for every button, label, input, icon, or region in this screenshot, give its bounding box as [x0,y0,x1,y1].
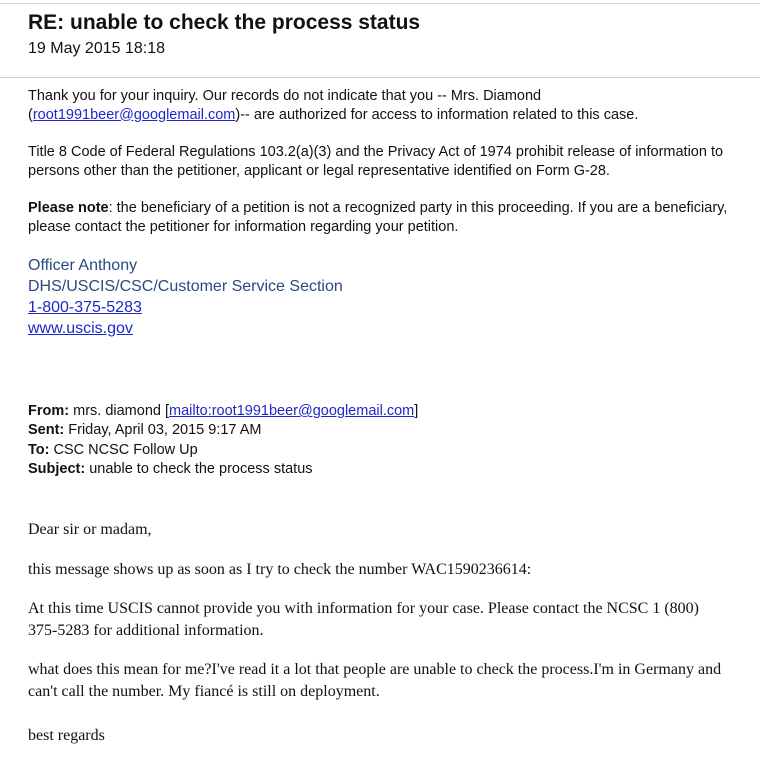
from-close: ] [414,403,419,419]
from-label: From: [28,403,70,419]
email-date: 19 May 2015 18:18 [28,40,165,57]
reply-p3-rest: : the beneficiary of a petition is not a recognized party in this proceeding. If you are a beneficiary, please contact the petitioner for information regarding your petition. [28,200,728,235]
original-line-2: At this time USCIS cannot provide you with information for your case. Please contact the NCSC 1 (800) 375-5283 for additional information. [28,600,699,639]
signature-name: Officer Anthony [28,257,138,274]
reply-paragraph-3 [28,199,748,236]
reply-paragraph-1 [28,87,748,124]
reply-p1-text-b: )-- are authorized for access to information related to this case. [235,106,639,123]
sent-label: Sent: [28,422,65,438]
signature-phone-link[interactable]: 1-800-375-5283 [28,299,142,316]
sent-value: Friday, April 03, 2015 9:17 AM [64,422,262,438]
email-address-link[interactable]: root1991beer@googlemail.com [32,106,236,123]
original-closing: best regards [28,727,105,744]
from-name: mrs. diamond [ [69,403,170,419]
to-value: CSC NCSC Follow Up [49,442,198,458]
signature-website-link[interactable]: www.uscis.gov [28,320,133,337]
please-note-label: Please note [28,200,109,216]
to-label: To: [28,442,50,458]
original-subject-line [28,460,313,480]
original-greeting: Dear sir or madam, [28,521,152,538]
reply-p1-text-a: Thank you for your inquiry. Our records do not indicate that you -- Mrs. Diamond ( [28,88,542,123]
original-sent-line [28,421,261,441]
original-to-line [28,441,198,461]
email-subject: RE: unable to check the process status [28,11,421,34]
subject-value: unable to check the process status [85,461,313,477]
signature-department: DHS/USCIS/CSC/Customer Service Section [28,278,343,295]
subject-label: Subject: [28,461,86,477]
original-line-1: this message shows up as soon as I try to check the number WAC1590236614: [28,561,532,578]
top-border [0,3,760,4]
header-divider [0,77,760,78]
original-from-line [28,402,418,422]
reply-paragraph-2: Title 8 Code of Federal Regulations 103.2(a)(3) and the Privacy Act of 1974 prohibit release of information to persons other than the petitioner, applicant or legal representative identified on Form G-28. [28,144,724,179]
original-line-3: what does this mean for me?I've read it a lot that people are unable to check the process.I'm in Germany and can't call the number. My fiancé is still on deployment. [28,661,722,700]
from-mailto-link[interactable]: mailto:root1991beer@googlemail.com [169,403,415,419]
